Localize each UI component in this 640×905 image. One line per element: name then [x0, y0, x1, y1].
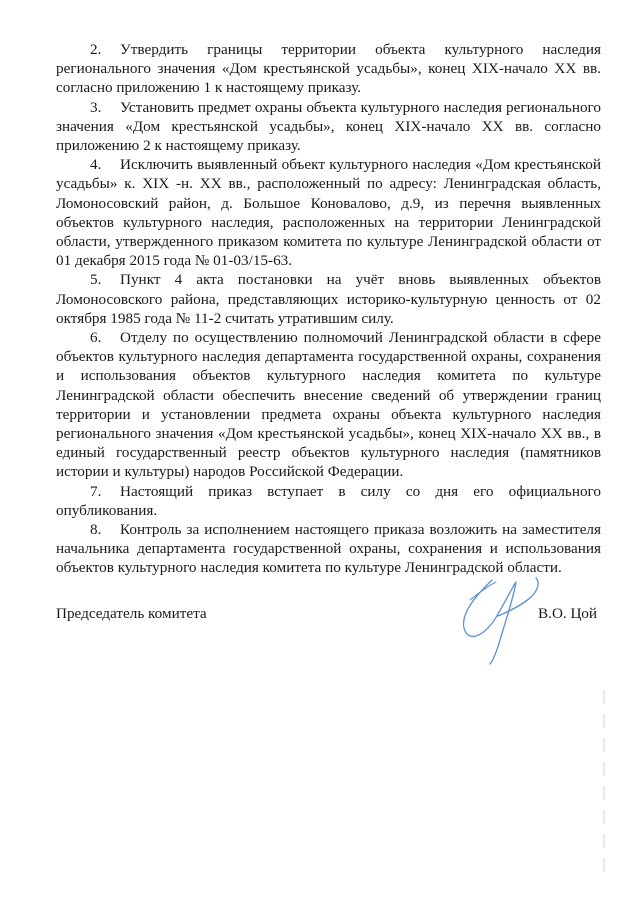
order-item-7	[56, 482, 601, 520]
signatory-name: В.О. Цой	[538, 605, 597, 622]
item-text: Установить предмет охраны объекта культурного наследия регионального значения «Дом крестьянской усадьбы», конец XIX-начало XX вв. согласно приложению 2 к настоящему приказу.	[56, 98, 601, 155]
handwritten-signature	[440, 570, 560, 666]
order-item-6	[56, 328, 601, 482]
item-number: 8.	[90, 521, 102, 539]
item-number: 5.	[90, 271, 102, 289]
item-text: Исключить выявленный объект культурного наследия «Дом крестьянской усадьбы» к. XIX -н. XX вв., расположенный по адресу: Ленинградская область, Ломоносовский район, д. Большое Коновалово, д.9, из перечня выявленных объектов культурного наследия, расположенных на территории Ленинградской области, утвержденного приказом комитета по культуре Ленинградской области от 01 декабря 2015 года № 01-03/15-63.	[56, 156, 601, 270]
item-number: 3.	[90, 98, 102, 116]
signatory-title: Председатель комитета	[56, 605, 207, 622]
item-text: Утвердить границы территории объекта культурного наследия регионального значения «Дом крестьянской усадьбы», конец XIX-начало XX вв. согласно приложению 1 к настоящему приказу.	[56, 41, 601, 97]
item-text: Отделу по осуществлению полномочий Ленинградской области в сфере объектов культурного наследия департамента государственной охраны, сохранения и использования объектов культурного наследия комитета по культуре Ленинградской области обеспечить внесение сведений об утверждении границ территории и установлении предмета охраны объекта культурного наследия регионального значения «Дом крестьянской усадьбы», конец XIX-начало XX вв., в единый государственный реестр объектов культурного наследия (памятников истории и культуры) народов Российской Федерации.	[56, 329, 601, 481]
item-number: 4.	[90, 156, 102, 174]
item-number: 2.	[90, 41, 102, 58]
item-text: Пункт 4 акта постановки на учёт вновь выявленных объектов Ломоносовского района, представляющих историко-культурную ценность от 02 октября 1985 года № 11-2 считать утратившим силу.	[56, 271, 601, 327]
order-item-5	[56, 270, 601, 328]
order-item-4	[56, 155, 601, 270]
item-number: 6.	[90, 329, 102, 347]
item-text: Контроль за исполнением настоящего приказа возложить на заместителя начальника департамента государственной охраны, сохранения и использования объектов культурного наследия комитета по культуре Ленинградской области.	[56, 521, 601, 577]
order-body	[56, 40, 601, 578]
item-text: Настоящий приказ вступает в силу со дня его официального опубликования.	[56, 482, 601, 519]
order-item-2	[56, 40, 601, 98]
item-number: 7.	[90, 482, 102, 500]
scan-edge-mark	[594, 690, 614, 880]
order-item-3	[56, 98, 601, 156]
